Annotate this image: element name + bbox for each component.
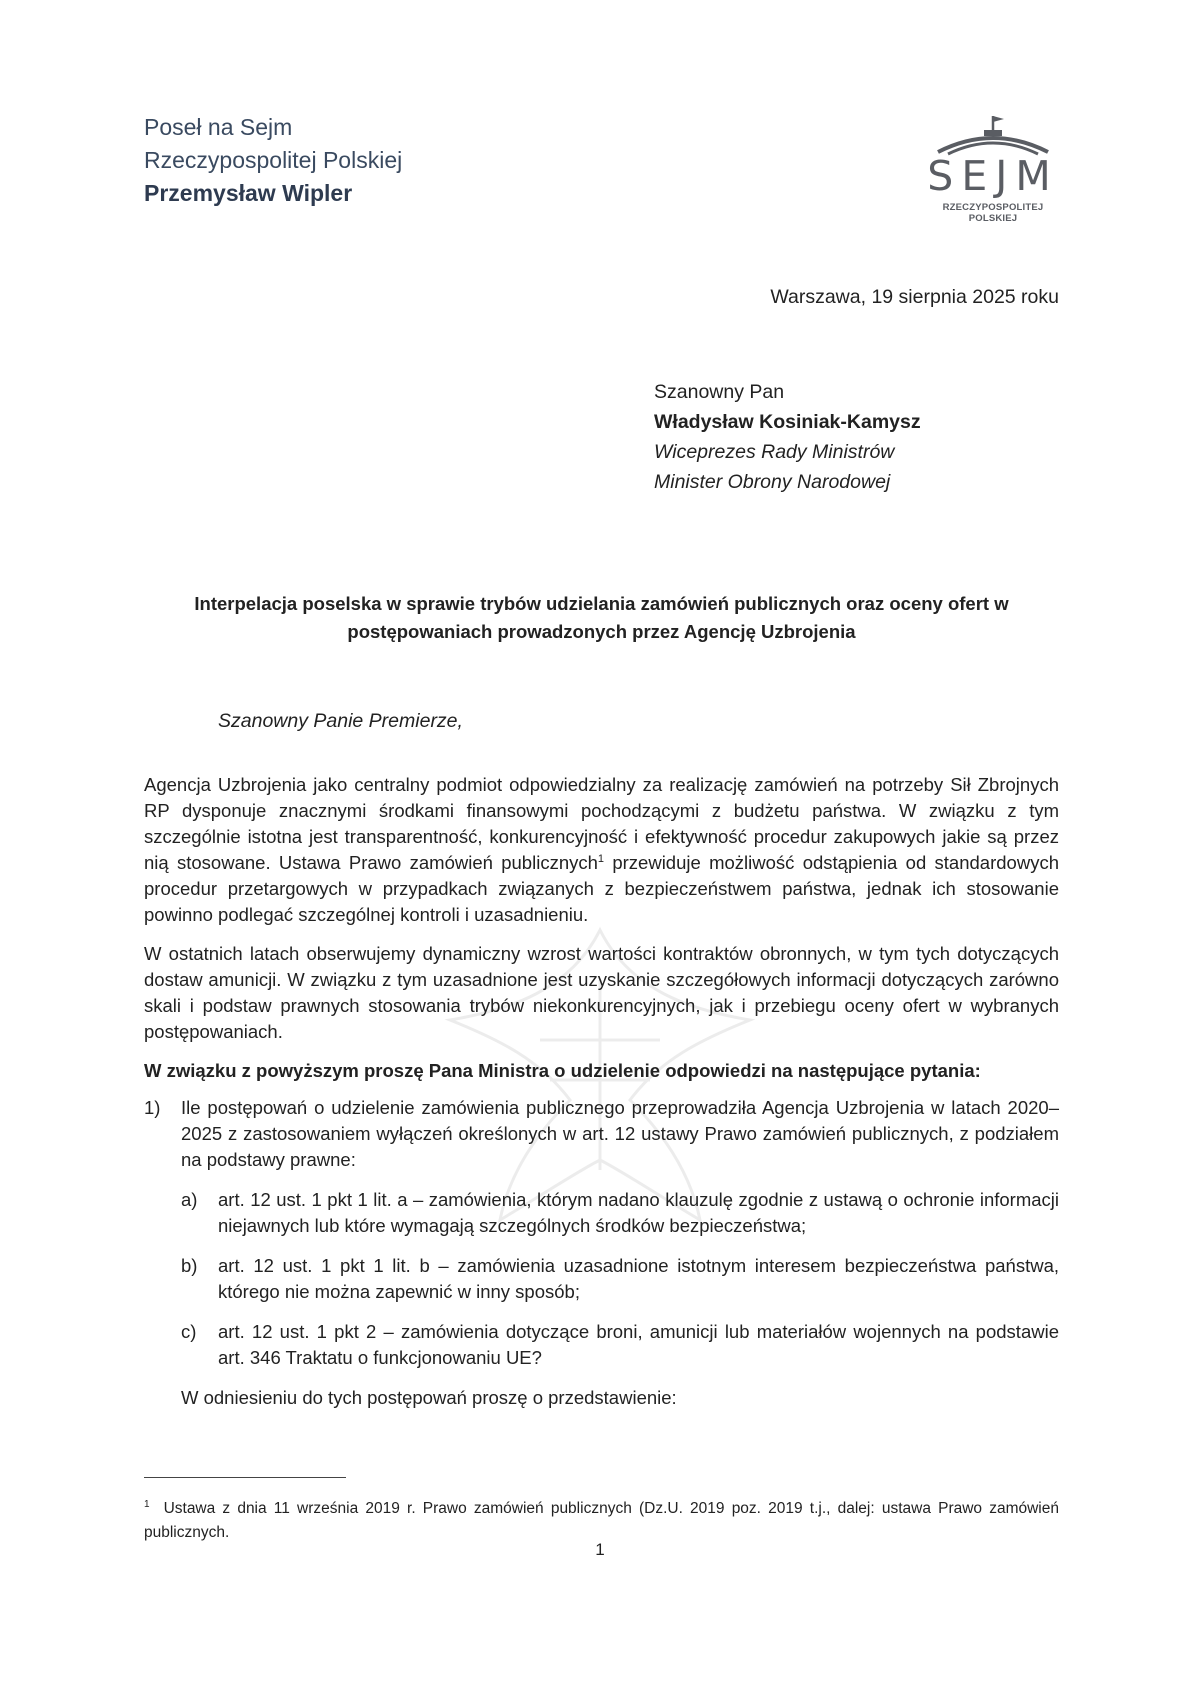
subject-line-2: postępowaniach prowadzonych przez Agencję Uzbrojenia xyxy=(347,621,856,642)
subject-line-1: Interpelacja poselska w sprawie trybów udzielania zamówień publicznych oraz oceny ofert w xyxy=(194,593,1009,614)
question-1 xyxy=(144,1095,1059,1173)
salutation: Szanowny Panie Premierze, xyxy=(218,710,463,732)
letter-date: Warszawa, 19 sierpnia 2025 roku xyxy=(770,286,1059,308)
addressee-name: Władysław Kosiniak-Kamysz xyxy=(654,411,921,433)
addressee-block xyxy=(654,377,921,497)
sender-position: Poseł na Sejm xyxy=(144,114,293,140)
question-number: 1) xyxy=(144,1097,161,1118)
letter-body xyxy=(144,772,1059,1411)
list-item-letter: a) xyxy=(181,1189,198,1210)
addressee-title-2: Minister Obrony Narodowej xyxy=(654,471,891,493)
footnote-mark: 1 xyxy=(144,1499,150,1510)
logo-wordmark: SEJM xyxy=(927,152,1059,200)
paragraph-2: W ostatnich latach obserwujemy dynamiczny wzrost wartości kontraktów obronnych, w tym tych dotyczących dostaw amunicji. W związku z tym uzasadnione jest uzyskanie szczegółowych informacji dotyczących zarówno skali i podstaw prawnych stosowania trybów niekonkurencyjnych, jak i przebiegu oceny ofert w wybranych postępowaniach. xyxy=(144,943,1059,1042)
sender-country: Rzeczypospolitej Polskiej xyxy=(144,147,403,173)
list-item xyxy=(181,1187,1059,1239)
footnote-divider xyxy=(144,1477,346,1478)
questions-lead: W związku z powyższym proszę Pana Ministra o udzielenie odpowiedzi na następujące pytania: xyxy=(144,1060,981,1081)
list-item xyxy=(181,1319,1059,1371)
paragraph-1-end: przewiduje możliwość odstąpienia od standardowych procedur przetargowych w przypadkach związanych z bezpieczeństwem państwa, jednak ich stosowanie powinno podlegać szczególnej kontroli i uzasadnieniu. xyxy=(144,852,1059,925)
page-number: 1 xyxy=(595,1540,605,1559)
sejm-logo xyxy=(918,110,1068,224)
addressee-title-1: Wiceprezes Rady Ministrów xyxy=(654,441,895,463)
list-item-text: art. 12 ust. 1 pkt 1 lit. b – zamówienia uzasadnione istotnym interesem bezpieczeństwa państwa, którego nie można zapewnić w inny sposób; xyxy=(218,1255,1059,1302)
paragraph-1-start: Agencja Uzbrojenia jako centralny podmiot odpowiedzialny za realizację zamówień na potrzeby Sił Zbrojnych RP dysponuje znacznymi środkami finansowymi pochodzącymi z budżetu państwa. W związku z tym szczególnie istotna jest transparentność, konkurencyjność i efektywność procedur zakupowych jakie są przez nią stosowane. Ustawa Prawo zamówień publicznych xyxy=(144,774,1059,873)
logo-subtitle: RZECZYPOSPOLITEJ POLSKIEJ xyxy=(942,202,1044,224)
footnote-reference[interactable]: 1 xyxy=(597,852,605,865)
list-item-letter: b) xyxy=(181,1255,198,1276)
list-item-text: art. 12 ust. 1 pkt 1 lit. a – zamówienia, którym nadano klauzulę zgodnie z ustawą o ochronie informacji niejawnych lub które wymagają szczególnych środków bezpieczeństwa; xyxy=(218,1189,1059,1236)
paragraph-1 xyxy=(144,772,1059,928)
list-item-letter: c) xyxy=(181,1321,197,1342)
addressee-greeting: Szanowny Pan xyxy=(654,381,785,403)
letter-subject xyxy=(144,590,1059,646)
footnote xyxy=(144,1493,1059,1545)
sender-block xyxy=(144,111,402,210)
sender-name: Przemysław Wipler xyxy=(144,180,353,206)
list-item-text: art. 12 ust. 1 pkt 2 – zamówienia dotyczące broni, amunicji lub materiałów wojennych na podstawie art. 346 Traktatu o funkcjonowaniu UE? xyxy=(218,1321,1059,1368)
followup-text: W odniesieniu do tych postępowań proszę o przedstawienie: xyxy=(181,1387,677,1408)
list-item xyxy=(181,1253,1059,1305)
footnote-text: Ustawa z dnia 11 września 2019 r. Prawo zamówień publicznych (Dz.U. 2019 poz. 2019 t.j., dalej: ustawa Prawo zamówień publicznych. xyxy=(144,1500,1059,1542)
question-text: Ile postępowań o udzielenie zamówienia publicznego przeprowadziła Agencja Uzbrojenia w latach 2020–2025 z zastosowaniem wyłączeń określonych w art. 12 ustawy Prawo zamówień publicznych, z podziałem na podstawy prawne: xyxy=(181,1097,1059,1170)
